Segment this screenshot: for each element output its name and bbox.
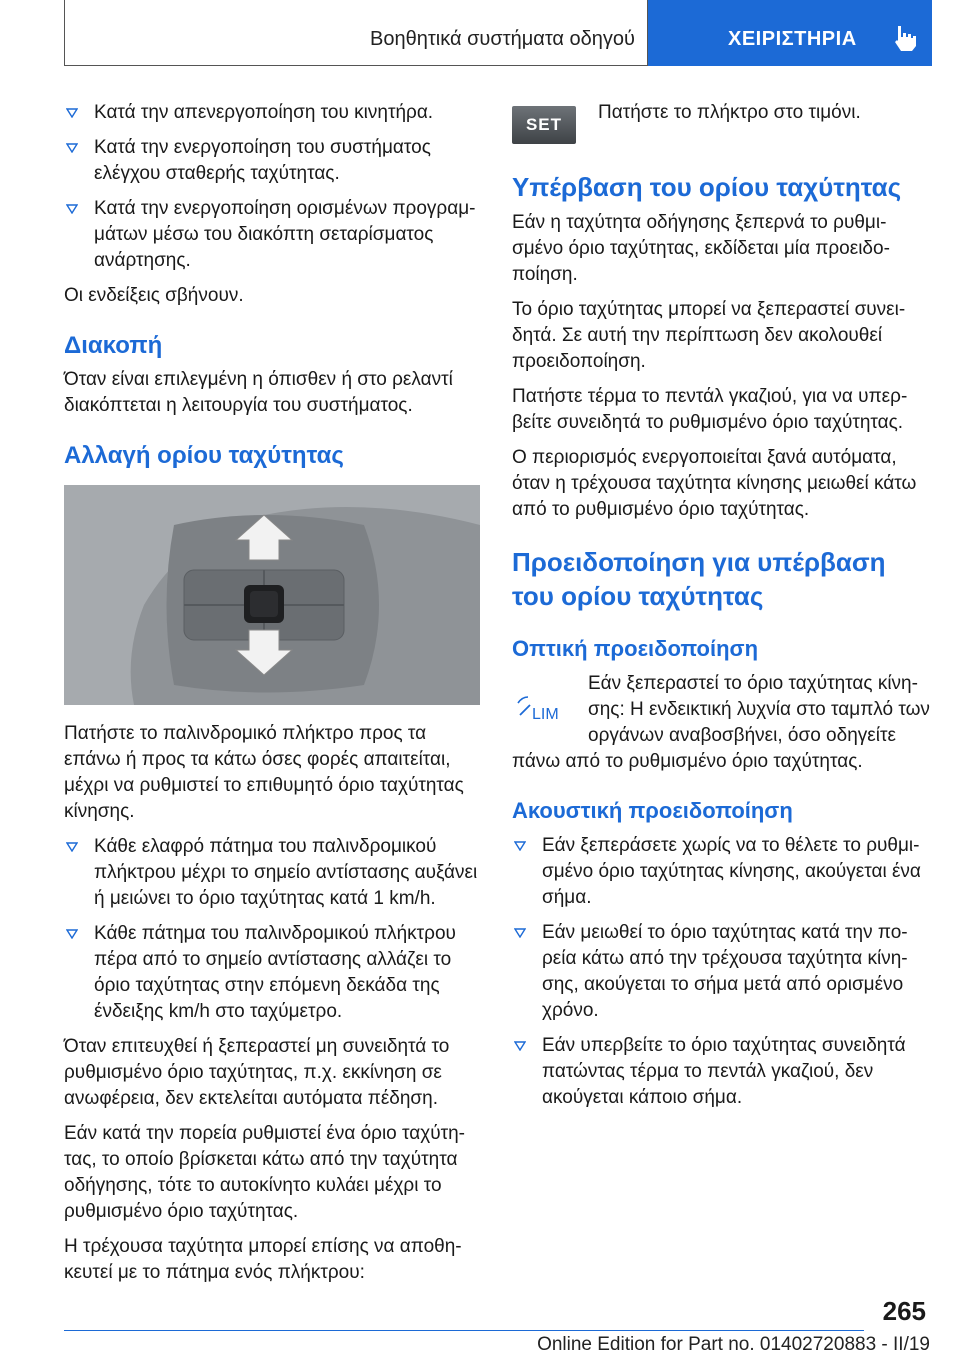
triangle-bullet-icon <box>514 841 526 851</box>
heading-change-limit: Αλλαγή ορίου ταχύτητας <box>64 442 344 469</box>
visual-warning-text: Εάν ξεπεραστεί το όριο ταχύτητας κίνη-σης: Η ενδεικτική λυχνία στο ταμπλό των οργάνων αναβοσβήνει, όσο οδηγείτε <box>588 673 930 746</box>
triangle-bullet-icon <box>66 143 78 153</box>
footer-edition: Online Edition for Part no. 01402720883 - II/19 <box>537 1334 930 1355</box>
list-item: Εάν μειωθεί το όριο ταχύτητας κατά την πο-ρεία κάτω από την τρέχουσα ταχύτητα κίνη-σης, ακούγεται το σήμα μετά από ορισμένο χρόνο. <box>512 920 932 1024</box>
list-item: Κάθε ελαφρό πάτημα του παλινδρομικού πλήκτρου μέχρι το σημείο αντίστασης αυξάνει ή μειώνει το όριο ταχύτητας κατά 1 km/h. <box>64 834 480 912</box>
svg-text:LIM: LIM <box>532 706 559 723</box>
list-item: Κάθε πάτημα του παλινδρομικού πλήκτρου πέρα από το σημείο αντίστασης αλλάζει το όριο ταχύτητας στην επόμενη δεκάδα της ένδειξης km/h στο ταχύμετρο. <box>64 921 480 1025</box>
override-text-4: Ο περιορισμός ενεργοποιείται ξανά αυτόματα, όταν η τρέχουσα ταχύτητα κίνησης μειωθεί κάτω από το ρυθμισμένο όριο ταχύτητας. <box>512 447 917 520</box>
section-tab <box>64 0 648 66</box>
heading-interrupt: Διακοπή <box>64 332 163 359</box>
rocker-switch-illustration <box>64 485 480 705</box>
set-button-icon: SET <box>512 106 576 144</box>
manual-title: ΧΕΙΡΙΣΤΗΡΙΑ <box>728 28 857 50</box>
list-item: Κατά την ενεργοποίηση ορισμένων προγραμ-μάτων μέσω του διακόπτη σεταρίσματος ανάρτησης. <box>64 196 480 274</box>
list-item: Κατά την απενεργοποίηση του κινητήρα. <box>64 100 480 126</box>
page-header <box>64 0 932 66</box>
exceed-text: Όταν επιτευχθεί ή ξεπεραστεί μη συνειδητά το ρυθμισμένο όριο ταχύτητας, π.χ. εκκίνηση σε ανωφέρεια, δεν εκτελείται αυτόματα πέδηση. <box>64 1036 450 1109</box>
list-item: Εάν υπερβείτε το όριο ταχύτητας συνειδητά πατώντας τέρμα το πεντάλ γκαζιού, δεν ακούγεται κάποιο σήμα. <box>512 1033 932 1111</box>
heading-visual-warning: Οπτική προειδοποίηση <box>512 636 759 661</box>
right-column <box>512 100 932 1120</box>
triangle-bullet-icon <box>66 108 78 118</box>
interrupt-text: Όταν είναι επιλεγμένη η όπισθεν ή στο ρελαντί διακόπτεται η λειτουργία του συστήματος. <box>64 369 453 416</box>
steering-wheel-rocker-image <box>64 485 480 705</box>
override-text-2: Το όριο ταχύτητας μπορεί να ξεπεραστεί συνει-δητά. Σε αυτή την περίπτωση δεν ακολουθεί προειδοποίηση. <box>512 299 906 372</box>
list-item: Εάν ξεπεράσετε χωρίς να το θέλετε το ρυθμι-σμένο όριο ταχύτητας κίνησης, ακούγεται ένα σήμα. <box>512 833 932 911</box>
store-speed-text: Η τρέχουσα ταχύτητα μπορεί επίσης να αποθη-κευτεί με το πάτημα ενός πλήκτρου: <box>64 1236 462 1283</box>
set-instruction <box>512 100 932 148</box>
heading-acoustic-warning: Ακουστική προειδοποίηση <box>512 798 793 823</box>
override-text-3: Πατήστε τέρμα το πεντάλ γκαζιού, για να υπερ-βείτε συνειδητά το ρυθμισμένο όριο ταχύτητας. <box>512 386 908 433</box>
heading-override: Υπέρβαση του ορίου ταχύτητας <box>512 172 902 202</box>
triangle-bullet-icon <box>514 928 526 938</box>
indicators-off-text: Οι ενδείξεις σβήνουν. <box>64 285 244 306</box>
manual-tab <box>648 0 932 66</box>
visual-warning-block <box>512 671 932 775</box>
speed-limiter-lim-icon <box>514 693 572 723</box>
triangle-bullet-icon <box>66 842 78 852</box>
visual-warning-text-cont: πάνω από το ρυθμισμένο όριο ταχύτητας. <box>512 751 863 772</box>
list-item: Κατά την ενεργοποίηση του συστήματος ελέγχου σταθερής ταχύτητας. <box>64 135 480 187</box>
page-number: 265 <box>882 1296 926 1326</box>
triangle-bullet-icon <box>514 1041 526 1051</box>
press-rocker-text: Πατήστε το παλινδρομικό πλήκτρο προς τα επάνω ή προς τα κάτω όσες φορές απαιτείται, μέχρι να ρυθμιστεί το επιθυμητό όριο ταχύτητας κίνησης. <box>64 723 464 822</box>
triangle-bullet-icon <box>66 204 78 214</box>
section-title: Βοηθητικά συστήματα οδηγού <box>370 28 635 50</box>
set-during-drive-text: Εάν κατά την πορεία ρυθμιστεί ένα όριο ταχύτη-τας, το οποίο βρίσκεται κάτω από την ταχύτητα οδήγησης, τότε το αυτοκίνητο κυλάει μέχρι το ρυθμισμένο όριο ταχύτητας. <box>64 1123 466 1222</box>
override-text-1: Εάν η ταχύτητα οδήγησης ξεπερνά το ρυθμι-σμένο όριο ταχύτητας, εκδίδεται μία προειδο-ποίηση. <box>512 212 890 285</box>
heading-warning: Προειδοποίηση για υπέρβαση του ορίου ταχύτητας <box>512 547 886 611</box>
triangle-bullet-icon <box>66 929 78 939</box>
footer-divider <box>64 1330 864 1331</box>
hand-pointer-icon <box>892 24 918 52</box>
left-column <box>64 100 480 1295</box>
set-text: Πατήστε το πλήκτρο στο τιμόνι. <box>598 102 861 123</box>
